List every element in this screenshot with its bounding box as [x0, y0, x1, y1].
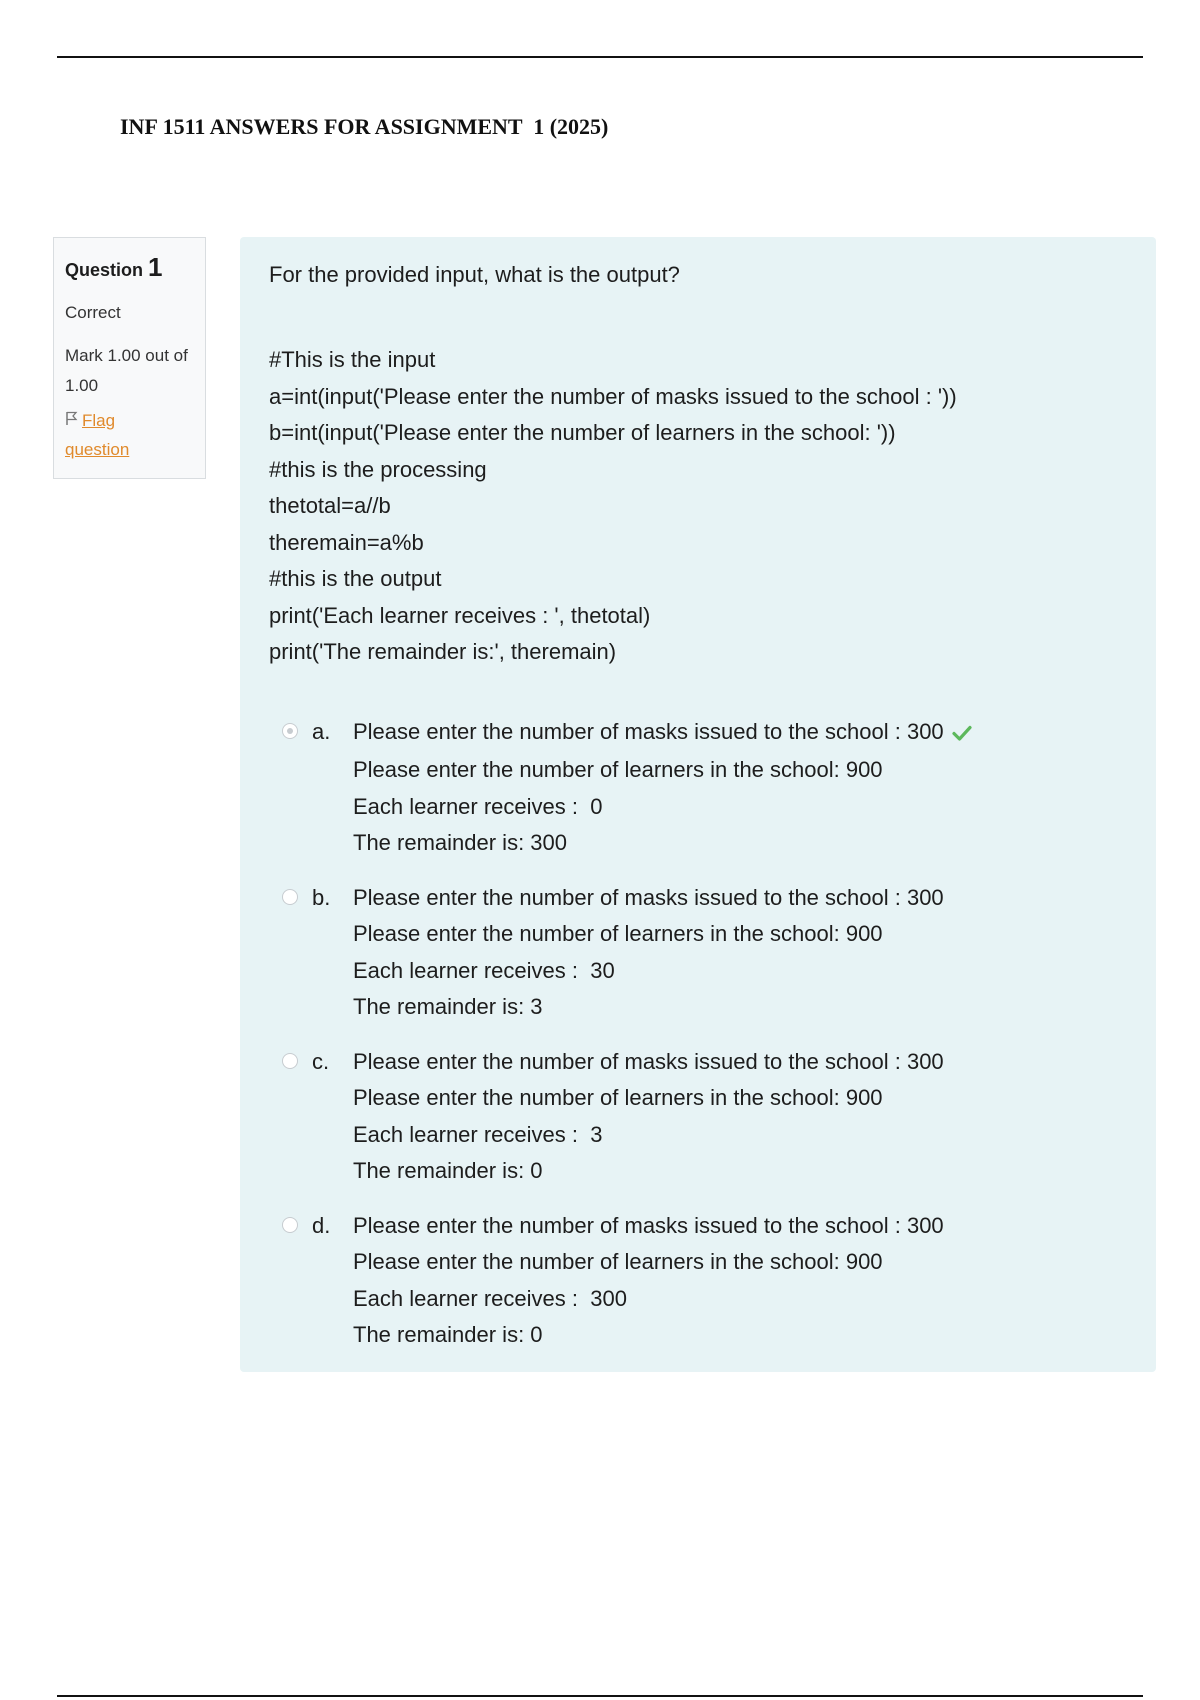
- option-line: Please enter the number of masks issued to the school : 300: [353, 1212, 944, 1238]
- option-line: The remainder is: 3: [353, 994, 543, 1019]
- option-line-text: Please enter the number of masks issued to the school : 300: [353, 718, 944, 744]
- question-grade-line-1: Mark 1.00 out of: [65, 346, 188, 365]
- answer-option-d[interactable]: [269, 1208, 1128, 1354]
- option-line: The remainder is: 0: [353, 1158, 543, 1183]
- code-line: a=int(input('Please enter the number of masks issued to the school : ')): [269, 383, 957, 409]
- flag-link-text-1[interactable]: Flag: [82, 411, 116, 430]
- flag-link-text-2[interactable]: question: [65, 440, 130, 459]
- option-line: Each learner receives : 0: [353, 793, 603, 819]
- radio-button-b[interactable]: [282, 889, 298, 905]
- question-number: [65, 252, 195, 283]
- answer-option-a[interactable]: [269, 714, 1128, 862]
- option-line: Please enter the number of learners in the school: 900: [353, 757, 883, 782]
- option-line: Please enter the number of learners in the school: 900: [353, 1249, 883, 1274]
- question-grade-line-2: 1.00: [65, 376, 99, 395]
- question-text: For the provided input, what is the output?: [269, 262, 680, 287]
- option-letter: d.: [312, 1212, 331, 1238]
- option-line: Please enter the number of masks issued to the school : 300: [353, 1048, 944, 1074]
- question-label: Question: [65, 260, 144, 280]
- option-letter: a.: [312, 718, 331, 744]
- answer-option-b[interactable]: [269, 880, 1128, 1026]
- option-line: Each learner receives : 3: [353, 1121, 603, 1147]
- question-info-panel: [53, 237, 206, 479]
- bottom-rule: [57, 1695, 1143, 1697]
- radio-button-d[interactable]: [282, 1217, 298, 1233]
- question-grade: [65, 341, 195, 401]
- answer-options: [269, 714, 1128, 1354]
- code-line: b=int(input('Please enter the number of learners in the school: ')): [269, 420, 896, 445]
- code-line: print('Each learner receives : ', thetotal): [269, 602, 651, 628]
- option-line: Each learner receives : 30: [353, 957, 615, 983]
- question-number-value: 1: [148, 252, 163, 282]
- option-line: Each learner receives : 300: [353, 1285, 627, 1311]
- code-line: #this is the processing: [269, 456, 487, 482]
- code-line: #This is the input: [269, 347, 436, 372]
- radio-button-c[interactable]: [282, 1053, 298, 1069]
- top-rule: [57, 56, 1143, 58]
- option-line: The remainder is: 0: [353, 1322, 543, 1347]
- flag-question-link[interactable]: [65, 407, 195, 464]
- code-line: theremain=a%b: [269, 529, 424, 555]
- code-line: thetotal=a//b: [269, 493, 391, 518]
- code-line: print('The remainder is:', theremain): [269, 639, 617, 664]
- option-line: The remainder is: 300: [353, 830, 567, 855]
- check-icon: [952, 716, 972, 753]
- answer-option-c[interactable]: [269, 1044, 1128, 1190]
- option-letter: b.: [312, 884, 331, 910]
- option-line: Please enter the number of masks issued to the school : 300: [353, 884, 944, 910]
- flag-icon: [65, 408, 78, 436]
- code-block: [269, 342, 1128, 671]
- option-line: [353, 714, 1128, 753]
- question-state: Correct: [65, 303, 121, 322]
- radio-button-a[interactable]: [282, 723, 298, 739]
- code-line: #this is the output: [269, 566, 442, 591]
- option-line: Please enter the number of learners in the school: 900: [353, 921, 883, 946]
- question-content: [240, 237, 1156, 1372]
- document-title: INF 1511 ANSWERS FOR ASSIGNMENT 1 (2025): [120, 114, 609, 139]
- option-letter: c.: [312, 1048, 330, 1074]
- option-line: Please enter the number of learners in the school: 900: [353, 1085, 883, 1110]
